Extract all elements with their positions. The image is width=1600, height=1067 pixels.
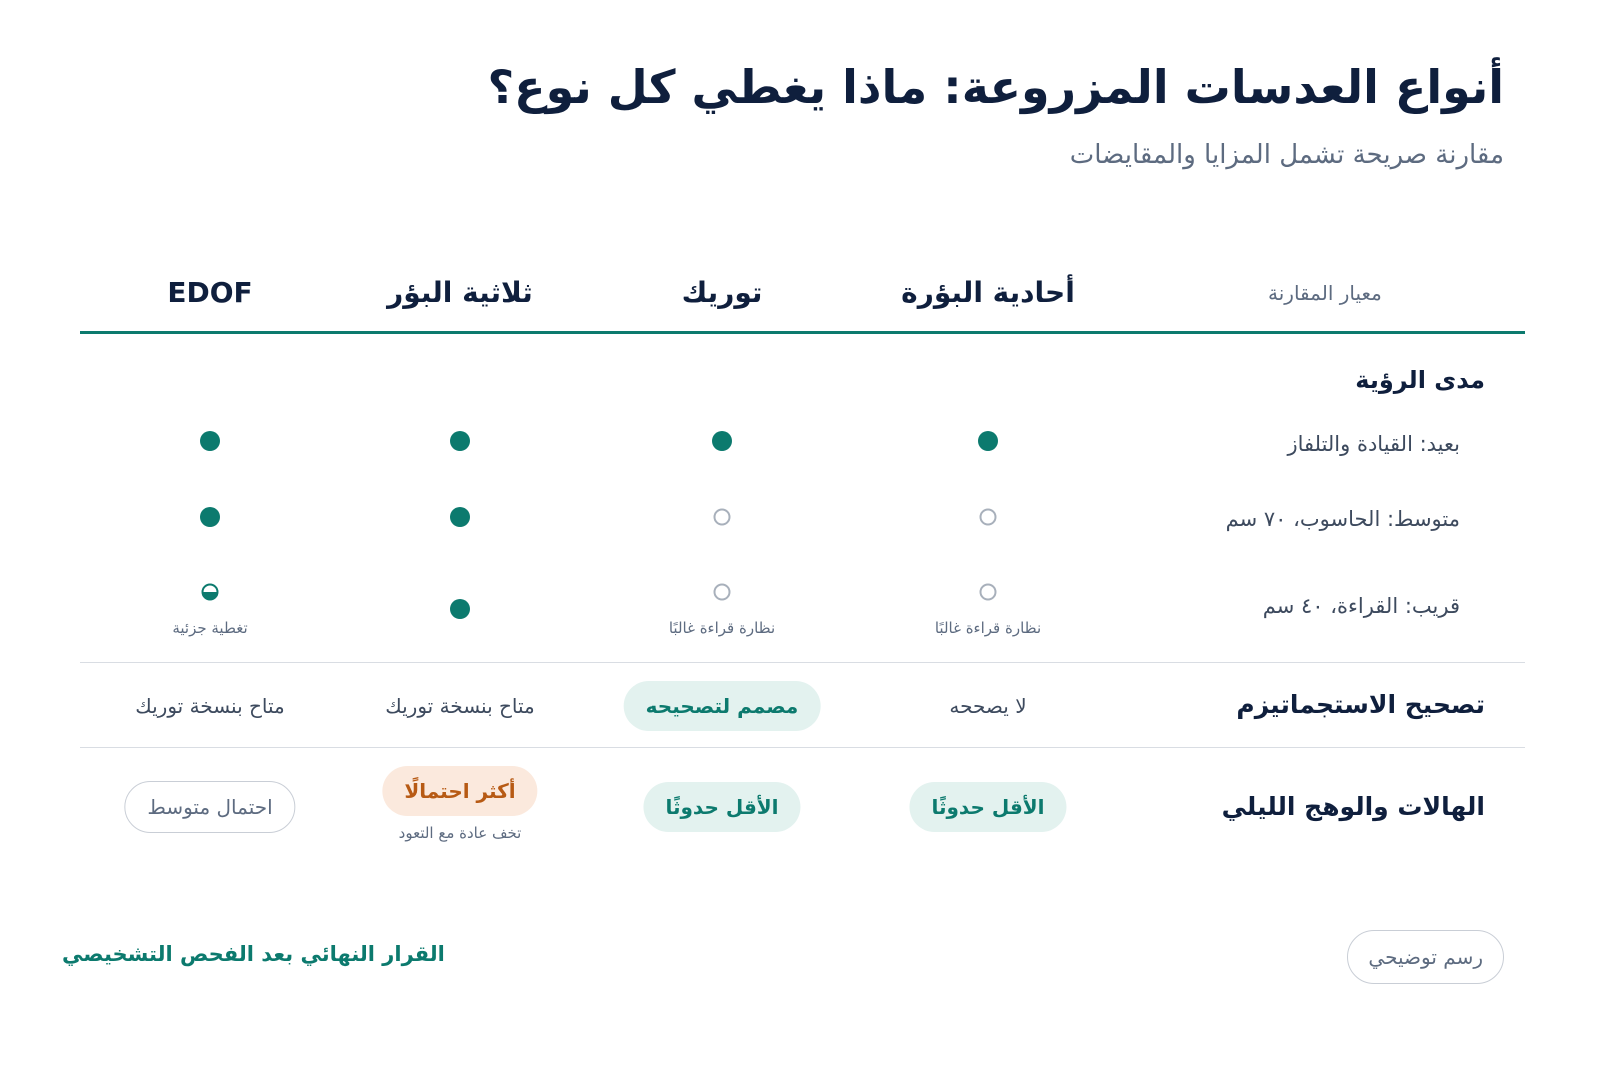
coverage-note: تغطية جزئية [172, 619, 248, 637]
coverage-none-indicator [714, 509, 731, 526]
halos-badge-monofocal: الأقل حدوثًا [909, 782, 1066, 832]
column-header-monofocal: أحادية البؤرة [901, 276, 1075, 309]
coverage-full-indicator [450, 431, 470, 451]
coverage-full-indicator [450, 507, 470, 527]
row-label-intermediate: متوسط: الحاسوب، ٧٠ سم [1225, 507, 1460, 531]
column-header-trifocal: ثلاثية البؤر [387, 276, 533, 309]
coverage-none-indicator [980, 584, 997, 601]
row-label-near: قريب: القراءة، ٤٠ سم [1262, 594, 1460, 618]
criteria-header: معيار المقارنة [1268, 281, 1382, 305]
coverage-full-indicator [450, 599, 470, 619]
halos-badge-edof: احتمال متوسط [124, 781, 295, 833]
coverage-full-indicator [200, 507, 220, 527]
halos-badge-toric: الأقل حدوثًا [643, 782, 800, 832]
row-label-halos: الهالات والوهج الليلي [1221, 792, 1485, 821]
header-divider [80, 331, 1525, 334]
row-label-far: بعيد: القيادة والتلفاز [1287, 432, 1460, 456]
column-header-edof: EDOF [167, 276, 253, 309]
astigmatism-cell-monofocal: لا يصححه [949, 694, 1027, 718]
page-title: أنواع العدسات المزروعة: ماذا يغطي كل نوع؟ [487, 60, 1504, 114]
row-divider [80, 662, 1525, 663]
row-label-astigmatism: تصحيح الاستجماتيزم [1236, 690, 1485, 719]
coverage-none-indicator [980, 509, 997, 526]
section-label-vision-range: مدى الرؤية [1355, 366, 1485, 394]
page-subtitle: مقارنة صريحة تشمل المزايا والمقايضات [1069, 140, 1504, 170]
coverage-note: نظارة قراءة غالبًا [934, 619, 1042, 637]
row-divider [80, 747, 1525, 748]
column-header-toric: توريك [681, 276, 763, 309]
halos-note-trifocal: تخف عادة مع التعود [398, 824, 522, 842]
illustration-badge: رسم توضيحي [1347, 930, 1504, 984]
coverage-full-indicator [712, 431, 732, 451]
halos-badge-trifocal: أكثر احتمالًا [382, 766, 537, 816]
astigmatism-badge-toric: مصمم لتصحيحه [624, 681, 821, 731]
coverage-note: نظارة قراءة غالبًا [668, 619, 776, 637]
coverage-partial-indicator [202, 584, 219, 601]
coverage-full-indicator [978, 431, 998, 451]
coverage-none-indicator [714, 584, 731, 601]
footer-note: القرار النهائي بعد الفحص التشخيصي [62, 942, 445, 966]
astigmatism-cell-trifocal: متاح بنسخة توريك [385, 694, 535, 718]
astigmatism-cell-edof: متاح بنسخة توريك [135, 694, 285, 718]
coverage-full-indicator [200, 431, 220, 451]
